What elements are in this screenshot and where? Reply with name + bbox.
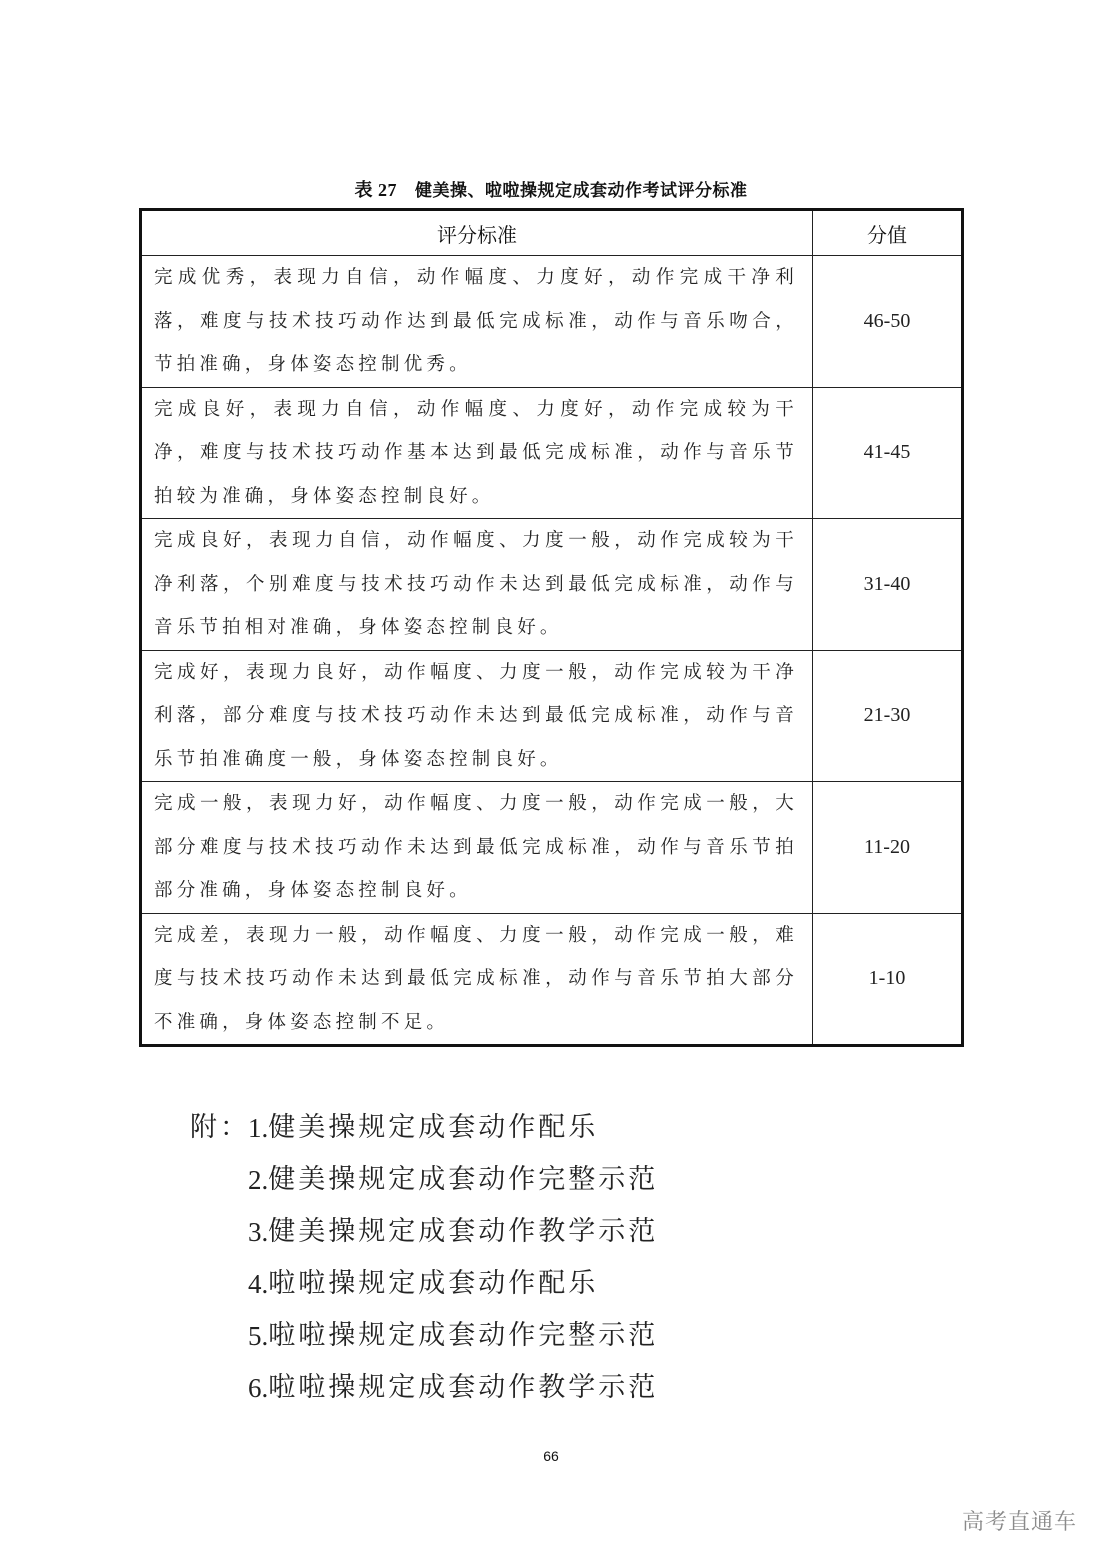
appendix-item-text: 健美操规定成套动作完整示范 xyxy=(268,1164,659,1195)
appendix-item-number: 5. xyxy=(248,1321,269,1351)
appendix-item-number: 6. xyxy=(248,1373,269,1403)
criteria-cell: 完成一般，表现力好，动作幅度、力度一般，动作完成一般，大部分难度与技术技巧动作未达到最低完成标准，动作与音乐节拍部分准确，身体姿态控制良好。 xyxy=(141,782,813,914)
score-cell: 41-45 xyxy=(813,387,963,519)
page-number: 66 xyxy=(543,1448,559,1464)
criteria-cell: 完成优秀，表现力自信，动作幅度、力度好，动作完成干净利落，难度与技术技巧动作达到最低完成标准，动作与音乐吻合，节拍准确，身体姿态控制优秀。 xyxy=(141,256,813,388)
criteria-cell: 完成差，表现力一般，动作幅度、力度一般，动作完成一般，难度与技术技巧动作未达到最低完成标准，动作与音乐节拍大部分不准确，身体姿态控制不足。 xyxy=(141,913,813,1046)
appendix-label: 附： xyxy=(190,1112,250,1143)
appendix-item-text: 啦啦操规定成套动作教学示范 xyxy=(268,1372,659,1403)
criteria-cell: 完成良好，表现力自信，动作幅度、力度好，动作完成较为干净，难度与技术技巧动作基本达到最低完成标准，动作与音乐节拍较为准确，身体姿态控制良好。 xyxy=(141,387,813,519)
appendix-item xyxy=(190,1258,658,1310)
table-row xyxy=(141,256,963,388)
score-cell: 1-10 xyxy=(813,913,963,1046)
criteria-cell: 完成良好，表现力自信，动作幅度、力度一般，动作完成较为干净利落，个别难度与技术技巧动作未达到最低完成标准，动作与音乐节拍相对准确，身体姿态控制良好。 xyxy=(141,519,813,651)
appendix-list xyxy=(190,1102,658,1414)
appendix-item xyxy=(190,1310,658,1362)
appendix-item-text: 健美操规定成套动作教学示范 xyxy=(268,1216,659,1247)
appendix-item-text: 健美操规定成套动作配乐 xyxy=(268,1112,599,1143)
table-row xyxy=(141,650,963,782)
appendix-item xyxy=(190,1206,658,1258)
appendix-item-text: 啦啦操规定成套动作完整示范 xyxy=(268,1320,659,1351)
table-title: 健美操、啦啦操规定成套动作考试评分标准 xyxy=(415,181,748,201)
score-cell: 46-50 xyxy=(813,256,963,388)
score-cell: 21-30 xyxy=(813,650,963,782)
table-header-row xyxy=(141,210,963,256)
criteria-cell: 完成好，表现力良好，动作幅度、力度一般，动作完成较为干净利落，部分难度与技术技巧动作未达到最低完成标准，动作与音乐节拍准确度一般，身体姿态控制良好。 xyxy=(141,650,813,782)
appendix-item xyxy=(190,1102,658,1154)
appendix-item-number: 3. xyxy=(248,1217,269,1247)
scoring-table xyxy=(139,208,964,1047)
appendix-item xyxy=(190,1154,658,1206)
appendix-item xyxy=(190,1362,658,1414)
table-row xyxy=(141,519,963,651)
header-score: 分值 xyxy=(813,210,963,256)
watermark: 高考直通车 xyxy=(962,1510,1078,1535)
table-row xyxy=(141,913,963,1046)
table-row xyxy=(141,782,963,914)
score-cell: 11-20 xyxy=(813,782,963,914)
table-caption xyxy=(0,176,1102,202)
header-criteria: 评分标准 xyxy=(141,210,813,256)
appendix-item-text: 啦啦操规定成套动作配乐 xyxy=(268,1268,599,1299)
appendix-item-number: 2. xyxy=(248,1165,269,1195)
table-number: 表 27 xyxy=(354,180,397,200)
score-cell: 31-40 xyxy=(813,519,963,651)
appendix-item-number: 4. xyxy=(248,1269,269,1299)
appendix-item-number: 1. xyxy=(248,1113,269,1143)
table-row xyxy=(141,387,963,519)
